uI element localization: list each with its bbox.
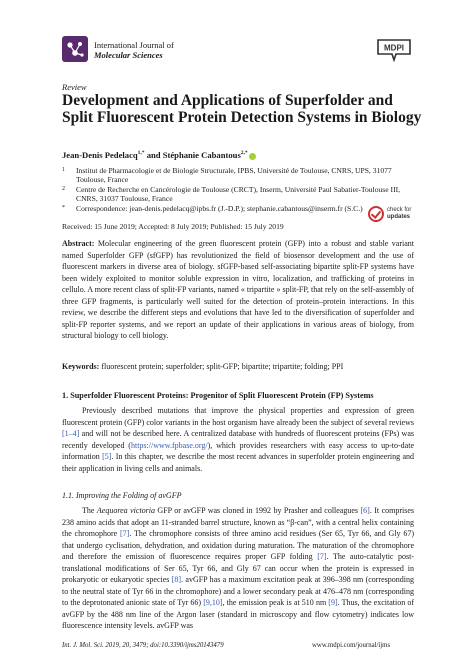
paragraph-text: . avGFP has a maximum excitation peak at 396–398 nm (corresponding to the neutral state of Tyr 66 in the chromophore) and a lower secondary peak at 476–478 nm (corresponding to the deprotonated anionic state of Tyr 66) xyxy=(62,575,415,607)
paragraph-text: , the emission peak is at 510 nm xyxy=(222,598,329,607)
abstract-text: Molecular engineering of the green fluorescent protein (GFP) into a robust and stable variant named Superfolder GFP (sfGFP) has revolutionized the field of biosensor development and the use of fluorescent markers in diverse area of biology. sfGFP-based self-associating bipartite split-FP systems have been widely exploited to monitor soluble expression in vitro, localization, and trafficking of proteins in cellulo. A more recent class of split-FP variants, named « tripartite » split-FP, that rely on the self-assembly of three GFP fragments, is particularly well suited for the detection of protein–protein interactions. In this review, we describe the different steps and evolutions that have led to the diversification of superfolder and split-FP reporter systems, and we report an update of their applications in various areas of biology, from structural biology to cell biology. xyxy=(62,239,414,340)
citation-link[interactable]: [7] xyxy=(120,529,130,538)
author-separator: and xyxy=(144,150,163,160)
affiliation-number: 1 xyxy=(62,167,65,173)
correspondence-text[interactable]: Correspondence: jean-denis.pedelacq@ipbs.fr (J.-D.P.); stephanie.cabantous@inserm.fr (S.C.) xyxy=(76,204,363,213)
citation-link[interactable]: [5] xyxy=(102,452,112,461)
subsection-1-1-heading: 1.1. Improving the Folding of avGFP xyxy=(62,491,182,500)
abstract xyxy=(62,238,414,342)
paragraph-text: . The auto-catalytic post-translational modifications of Ser 65, Tyr 66, and Gly 67 can occur when the protein is expressed in prokaryotic or eukaryotic species xyxy=(62,552,414,584)
mdpi-logo xyxy=(374,38,414,62)
author-1[interactable]: Jean-Denis Pedelacq xyxy=(62,150,138,160)
paragraph-text: . It comprises 238 amino acids that adopt an 11-stranded barrel structure, known as “β-can”, with a central helix containing the chromophore xyxy=(62,506,415,538)
keywords xyxy=(62,361,414,373)
paragraph-text: and will not be described here. A centralized database with hundreds of fluorescent proteins (FPs) was recently developed ( xyxy=(62,429,414,450)
affiliation-text: Institut de Pharmacologie et de Biologie Structurale, IPBS, Université de Toulouse, CNRS, UPS, 31077 Toulouse, France xyxy=(76,166,392,185)
paragraph-text: . The chromophore consists of three amino acid residues (Ser 65, Tyr 66, and Gly 67) that undergo cyclisation, dehydration, and oxidation during maturation. The maturation of the chromophore and therefore the emission of fluorescence requires proper GFP folding xyxy=(62,529,414,561)
mdpi-logo-text: MDPI xyxy=(384,43,404,53)
fpbase-link[interactable]: https://www.fpbase.org/ xyxy=(130,440,208,450)
citation-link[interactable]: [7] xyxy=(317,552,327,561)
affiliation-number: * xyxy=(62,205,65,211)
journal-name xyxy=(94,40,174,60)
citation-link[interactable]: [8] xyxy=(171,575,182,584)
paragraph-text: ), which provides researchers with easy access to up-to-date information xyxy=(62,440,414,461)
author-2[interactable]: Stéphanie Cabantous xyxy=(162,150,241,160)
keywords-text: fluorescent protein; superfolder; split-GFP; bipartite; tripartite; folding; PPI xyxy=(99,362,344,371)
publication-dates: Received: 15 June 2019; Accepted: 8 July 2019; Published: 15 July 2019 xyxy=(62,222,284,231)
affiliation-text: Centre de Recherche en Cancérologie de Toulouse (CRCT), Inserm, Université Paul Sabatier-Toulouse III, CNRS, 31037 Toulouse, France xyxy=(76,185,401,204)
orcid-icon[interactable] xyxy=(249,153,256,160)
journal-name-line1: International Journal of xyxy=(94,40,174,50)
citation-link[interactable]: [6] xyxy=(360,506,370,515)
journal-logo-icon xyxy=(62,36,88,62)
footer-citation: Int. J. Mol. Sci. 2019, 20, 3479; doi:10.3390/ijms20143479 xyxy=(62,642,224,649)
citation-link[interactable]: [9,10] xyxy=(203,598,223,607)
author-1-affil: 1,* xyxy=(137,150,145,157)
citation-link[interactable]: [1–4] xyxy=(62,429,80,438)
paragraph-text: The xyxy=(82,506,97,515)
article-type: Review xyxy=(62,82,87,92)
subsection-1-1-paragraph xyxy=(62,505,414,632)
abstract-label: Abstract: xyxy=(62,239,95,248)
footer-journal-url[interactable]: www.mdpi.com/journal/ijms xyxy=(312,642,391,649)
author-list xyxy=(62,150,256,160)
keywords-label: Keywords: xyxy=(62,362,100,371)
paragraph-text: GFP or avGFP was cloned in 1992 by Prasher and colleagues xyxy=(155,506,361,515)
check-for-updates-button[interactable] xyxy=(368,204,420,228)
species-name: Aequorea victoria xyxy=(96,506,155,515)
check-updates-line1: check for xyxy=(387,207,412,213)
paragraph-text: . Thus, the excitation of avGFP by the 488 nm line of the Argon laser (standard in microscopy and flow cytometry) indicates low fluorescence intensity levels. avGFP was xyxy=(62,598,415,630)
check-updates-line2: updates xyxy=(387,214,411,220)
affiliation-number: 2 xyxy=(62,186,65,192)
section-1-heading: 1. Superfolder Fluorescent Proteins: Progenitor of Split Fluorescent Protein (FP) Systems xyxy=(62,391,374,400)
paragraph-text: . In this chapter, we describe the most recent advances in superfolder protein engineering and their application in living cells and animals. xyxy=(62,452,415,473)
article-title: Development and Applications of Superfolder and Split Fluorescent Protein Detection Systems in Biology xyxy=(62,92,422,126)
check-updates-icon xyxy=(368,206,384,222)
journal-name-line2: Molecular Sciences xyxy=(94,50,163,60)
author-2-affil: 2,* xyxy=(240,150,248,157)
paragraph-text: Previously described mutations that improve the physical properties and expression of green fluorescent protein (GFP) color variants in the host organism have already been the subject of several reviews xyxy=(62,406,414,427)
citation-link[interactable]: [9] xyxy=(328,598,338,607)
section-1-paragraph xyxy=(62,405,414,474)
